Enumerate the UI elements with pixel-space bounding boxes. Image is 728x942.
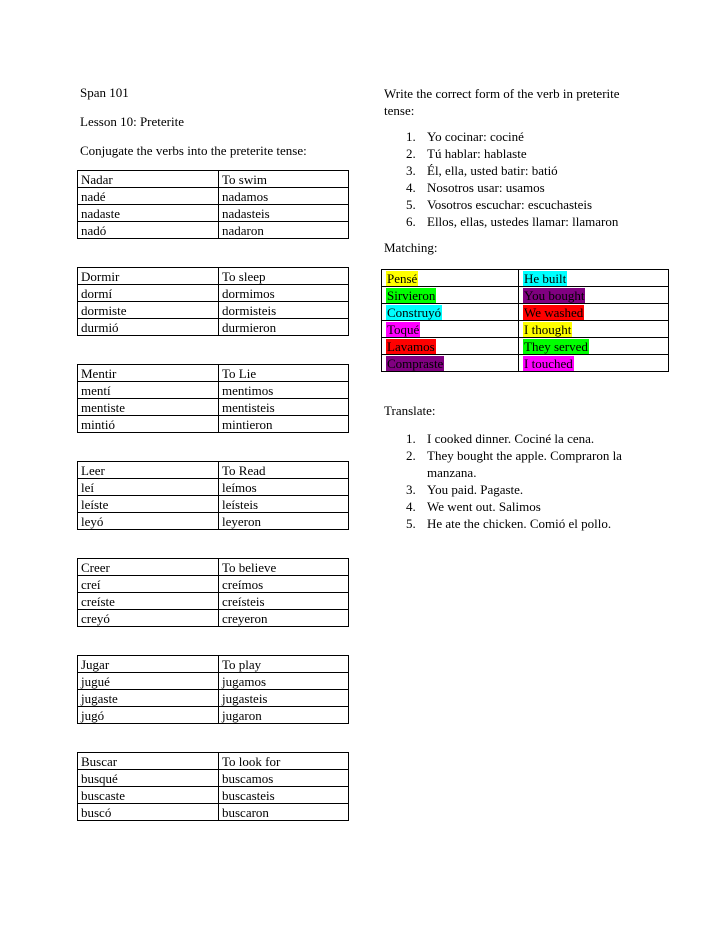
list-item-text: They bought the apple. Compraron la manzana.	[427, 448, 622, 480]
matching-label: Matching:	[384, 240, 438, 255]
write-instruction: Write the correct form of the verb in preterite tense:	[384, 86, 620, 118]
verb-table-mentir	[77, 364, 349, 433]
table-cell: jugasteis	[219, 690, 349, 707]
list-item	[384, 481, 664, 498]
list-item	[384, 515, 664, 532]
table-cell: buscamos	[219, 770, 349, 787]
table-cell: jugaron	[219, 707, 349, 724]
table-row	[78, 222, 349, 239]
table-cell: Nadar	[78, 171, 219, 188]
match-left: Lavamos	[387, 338, 435, 354]
table-cell	[519, 355, 669, 372]
table-cell: jugamos	[219, 673, 349, 690]
table-cell: creyeron	[219, 610, 349, 627]
table-cell: jugaste	[78, 690, 219, 707]
list-item	[384, 498, 664, 515]
list-number: 2.	[406, 146, 416, 161]
table-cell: Leer	[78, 462, 219, 479]
table-cell: mentiste	[78, 399, 219, 416]
list-number: 5.	[406, 197, 416, 212]
table-row	[78, 205, 349, 222]
list-item-text: Yo cocinar: cociné	[427, 129, 524, 144]
table-cell: mentí	[78, 382, 219, 399]
table-cell: creísteis	[219, 593, 349, 610]
table-cell: To swim	[219, 171, 349, 188]
table-row	[78, 365, 349, 382]
lesson-title: Lesson 10: Preterite	[80, 114, 184, 129]
verb-table-leer	[77, 461, 349, 530]
table-cell: leísteis	[219, 496, 349, 513]
match-left: Compraste	[387, 355, 444, 371]
table-cell: jugué	[78, 673, 219, 690]
table-row	[78, 593, 349, 610]
table-cell: jugó	[78, 707, 219, 724]
table-cell: To sleep	[219, 268, 349, 285]
list-number: 6.	[406, 214, 416, 229]
table-cell	[519, 304, 669, 321]
table-cell	[382, 287, 519, 304]
table-row	[382, 355, 669, 372]
match-left: Construyó	[387, 304, 442, 320]
table-cell: nadaste	[78, 205, 219, 222]
table-row	[78, 268, 349, 285]
table-row	[78, 576, 349, 593]
table-row	[382, 338, 669, 355]
table-cell: nadamos	[219, 188, 349, 205]
table-row	[78, 302, 349, 319]
list-item-text: Vosotros escuchar: escuchasteis	[427, 197, 593, 212]
match-right: He built	[524, 270, 567, 286]
list-item-text: Nosotros usar: usamos	[427, 180, 545, 195]
list-item-text: Él, ella, usted batir: batió	[427, 163, 558, 178]
table-cell: leíste	[78, 496, 219, 513]
table-cell	[519, 321, 669, 338]
table-row	[78, 382, 349, 399]
table-cell	[382, 270, 519, 287]
verb-table-buscar	[77, 752, 349, 821]
table-cell: To look for	[219, 753, 349, 770]
match-right: They served	[524, 338, 588, 354]
match-left: Pensé	[387, 270, 418, 286]
table-cell: nadó	[78, 222, 219, 239]
list-item-text: You paid. Pagaste.	[427, 482, 524, 497]
table-cell: leyó	[78, 513, 219, 530]
table-row	[78, 319, 349, 336]
list-item-text: I cooked dinner. Cociné la cena.	[427, 431, 595, 446]
list-item-text: Tú hablar: hablaste	[427, 146, 527, 161]
match-right: I thought	[524, 321, 572, 337]
verb-table-nadar	[77, 170, 349, 239]
table-cell: dormisteis	[219, 302, 349, 319]
table-cell: leímos	[219, 479, 349, 496]
table-cell: dormí	[78, 285, 219, 302]
table-cell	[519, 270, 669, 287]
list-item	[384, 145, 654, 162]
table-cell: buscaron	[219, 804, 349, 821]
table-cell: Dormir	[78, 268, 219, 285]
table-cell: Mentir	[78, 365, 219, 382]
table-row	[382, 304, 669, 321]
table-cell: Buscar	[78, 753, 219, 770]
list-item	[384, 128, 654, 145]
table-cell: nadaron	[219, 222, 349, 239]
translate-list	[384, 430, 664, 532]
table-cell: durmieron	[219, 319, 349, 336]
table-cell: mintió	[78, 416, 219, 433]
table-cell: leí	[78, 479, 219, 496]
table-cell: busqué	[78, 770, 219, 787]
table-cell: nadé	[78, 188, 219, 205]
table-cell: Jugar	[78, 656, 219, 673]
list-item	[384, 430, 664, 447]
table-cell: To believe	[219, 559, 349, 576]
table-row	[78, 707, 349, 724]
table-row	[78, 656, 349, 673]
matching-table	[381, 269, 669, 372]
table-cell: mentimos	[219, 382, 349, 399]
match-right: We washed	[524, 304, 584, 320]
table-row	[78, 171, 349, 188]
match-right: I touched	[524, 355, 573, 371]
list-number: 5.	[406, 516, 416, 531]
list-number: 2.	[406, 448, 416, 463]
list-item	[384, 196, 654, 213]
list-item	[384, 179, 654, 196]
table-cell: creyó	[78, 610, 219, 627]
conjugate-instruction: Conjugate the verbs into the preterite tense:	[80, 143, 307, 158]
table-cell: dormiste	[78, 302, 219, 319]
table-cell: buscó	[78, 804, 219, 821]
table-cell: mentisteis	[219, 399, 349, 416]
table-cell: creí	[78, 576, 219, 593]
table-cell: nadasteis	[219, 205, 349, 222]
table-row	[78, 479, 349, 496]
match-left: Toqué	[387, 321, 420, 337]
table-cell: buscaste	[78, 787, 219, 804]
verb-table-creer	[77, 558, 349, 627]
list-number: 4.	[406, 499, 416, 514]
table-row	[78, 462, 349, 479]
table-cell: To play	[219, 656, 349, 673]
list-item-text: He ate the chicken. Comió el pollo.	[427, 516, 612, 531]
table-cell: To Lie	[219, 365, 349, 382]
list-item	[384, 213, 654, 230]
table-cell	[382, 355, 519, 372]
table-cell	[382, 321, 519, 338]
table-row	[78, 285, 349, 302]
list-number: 3.	[406, 482, 416, 497]
list-number: 3.	[406, 163, 416, 178]
table-cell: To Read	[219, 462, 349, 479]
table-row	[78, 559, 349, 576]
table-cell	[382, 338, 519, 355]
table-row	[78, 416, 349, 433]
table-row	[382, 321, 669, 338]
table-cell	[519, 338, 669, 355]
table-cell: mintieron	[219, 416, 349, 433]
table-row	[78, 399, 349, 416]
table-row	[382, 270, 669, 287]
table-row	[78, 804, 349, 821]
course-title: Span 101	[80, 85, 129, 100]
list-number: 1.	[406, 431, 416, 446]
table-cell	[519, 287, 669, 304]
table-row	[78, 673, 349, 690]
table-cell: buscasteis	[219, 787, 349, 804]
table-cell	[382, 304, 519, 321]
table-row	[78, 690, 349, 707]
table-row	[78, 753, 349, 770]
list-item	[384, 447, 657, 481]
table-row	[78, 188, 349, 205]
verb-table-dormir	[77, 267, 349, 336]
table-cell: creíste	[78, 593, 219, 610]
list-number: 4.	[406, 180, 416, 195]
table-cell: leyeron	[219, 513, 349, 530]
verb-table-jugar	[77, 655, 349, 724]
table-row	[78, 787, 349, 804]
table-row	[78, 496, 349, 513]
list-number: 1.	[406, 129, 416, 144]
match-right: You bought	[524, 287, 585, 303]
list-item	[384, 162, 654, 179]
table-row	[78, 610, 349, 627]
table-row	[78, 770, 349, 787]
list-item-text: Ellos, ellas, ustedes llamar: llamaron	[427, 214, 619, 229]
match-left: Sirvieron	[387, 287, 436, 303]
table-cell: dormimos	[219, 285, 349, 302]
table-row	[382, 287, 669, 304]
table-cell: durmió	[78, 319, 219, 336]
table-cell: creímos	[219, 576, 349, 593]
table-row	[78, 513, 349, 530]
translate-label: Translate:	[384, 403, 436, 418]
write-list	[384, 128, 654, 230]
table-cell: Creer	[78, 559, 219, 576]
list-item-text: We went out. Salimos	[427, 499, 541, 514]
